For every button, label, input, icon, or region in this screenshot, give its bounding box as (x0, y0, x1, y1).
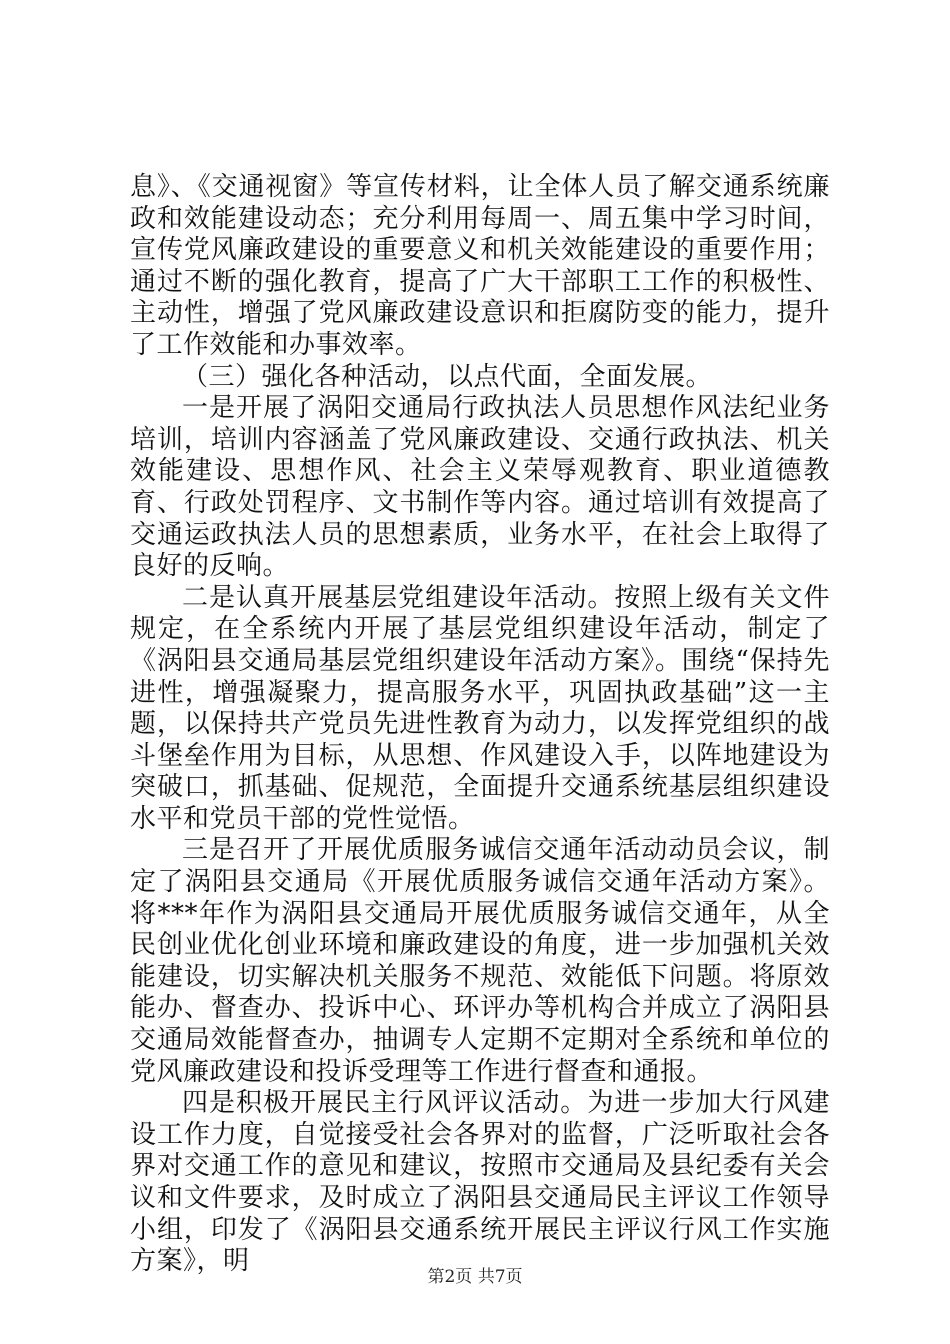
section-heading: （三）强化各种活动，以点代面，全面发展。 (182, 361, 713, 392)
paragraph-item-4: 四是积极开展民主行风评议活动。为进一步加大行风建设工作力度，自觉接受社会各界对的监督，广泛听取社会各界对交通工作的意见和建议，按照市交通局及县纪委有关会议和文件要求，及时成立了涡阳县交通局民主评议工作领导小组，印发了《涡阳县交通系统开展民主评议行风工作实施方案》，明 (130, 1088, 830, 1277)
paragraph-continuation: 息》、《交通视窗》等宣传材料，让全体人员了解交通系统廉政和效能建设动态；充分利用每周一、周五集中学习时间，宣传党风廉政建设的重要意义和机关效能建设的重要作用；通过不断的强化教育，提高了广大干部职工工作的积极性、主动性，增强了党风廉政建设意识和拒腐防变的能力，提升了工作效能和办事效率。 (130, 172, 830, 360)
paragraph-item-3: 三是召开了开展优质服务诚信交通年活动动员会议，制定了涡阳县交通局《开展优质服务诚信交通年活动方案》。将***年作为涡阳县交通局开展优质服务诚信交通年，从全民创业优化创业环境和廉政建设的角度，进一步加强机关效能建设，切实解决机关服务不规范、效能低下问题。将原效能办、督查办、投诉中心、环评办等机构合并成立了涡阳县交通局效能督查办，抽调专人定期不定期对全系统和单位的党风廉政建设和投诉受理等工作进行督查和通报。 (130, 835, 830, 1087)
page-number-footer: 第2页 共7页 (427, 1267, 523, 1287)
paragraph-item-1: 一是开展了涡阳交通局行政执法人员思想作风法纪业务培训，培训内容涵盖了党风廉政建设、交通行政执法、机关效能建设、思想作风、社会主义荣辱观教育、职业道德教育、行政处罚程序、文书制作等内容。通过培训有效提高了交通运政执法人员的思想素质，业务水平，在社会上取得了良好的反响。 (130, 393, 830, 582)
paragraph-item-2: 二是认真开展基层党组建设年活动。按照上级有关文件规定，在全系统内开展了基层党组织建设年活动，制定了《涡阳县交通局基层党组织建设年活动方案》。围绕“保持先进性，增强凝聚力，提高服务水平，巩固执政基础”这一主题，以保持共产党员先进性教育为动力，以发挥党组织的战斗堡垒作用为目标，从思想、作风建设入手，以阵地建设为突破口，抓基础、促规范，全面提升交通系统基层组织建设水平和党员干部的党性觉悟。 (130, 582, 830, 834)
document-body (130, 172, 830, 1278)
